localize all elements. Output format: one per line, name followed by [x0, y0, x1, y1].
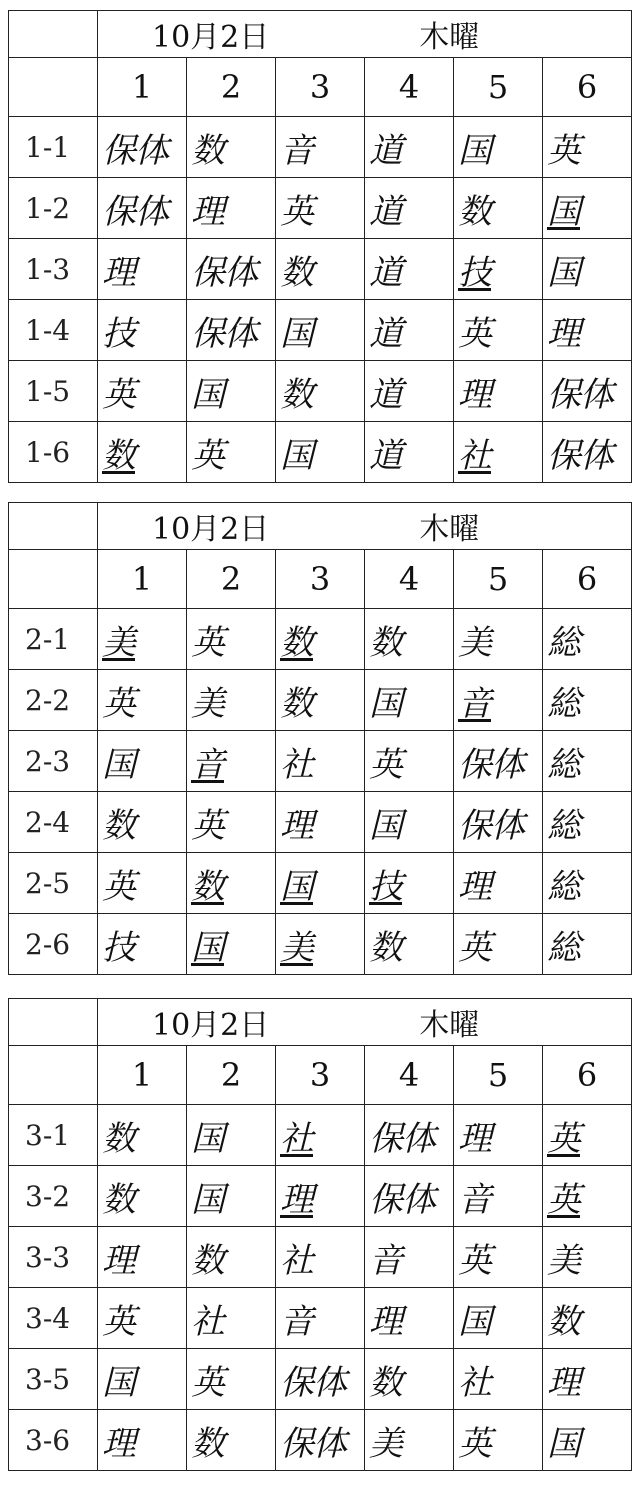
subject-cell — [276, 670, 365, 731]
subject-label: 総 — [547, 744, 580, 785]
subject-cell — [98, 178, 187, 239]
subject-cell — [98, 300, 187, 361]
subject-label: 道 — [369, 130, 402, 171]
subject-cell — [187, 1288, 276, 1349]
class-row — [9, 853, 632, 914]
period-row — [9, 550, 632, 609]
subject-label: 音 — [280, 130, 313, 171]
subject-label: 英 — [102, 1301, 135, 1342]
subject-cell — [187, 178, 276, 239]
subject-label: 総 — [547, 683, 580, 724]
subject-label: 保体 — [102, 191, 168, 232]
subject-label: 技 — [102, 313, 135, 354]
period-header: 3 — [276, 550, 365, 609]
subject-label: 国 — [369, 683, 402, 724]
subject-cell — [98, 792, 187, 853]
subject-label: 数 — [547, 1301, 580, 1342]
subject-cell — [276, 300, 365, 361]
period-header: 1 — [98, 550, 187, 609]
class-label: 3-3 — [9, 1227, 98, 1288]
subject-cell — [98, 422, 187, 483]
subject-label: 数 — [280, 622, 313, 663]
date-label: 10月2日 — [152, 20, 270, 55]
subject-cell — [543, 178, 632, 239]
subject-label: 数 — [369, 927, 402, 968]
subject-cell — [365, 1288, 454, 1349]
subject-label: 理 — [458, 374, 491, 415]
subject-cell — [454, 178, 543, 239]
subject-label: 数 — [191, 1240, 224, 1281]
period-header: 2 — [187, 58, 276, 117]
subject-label: 理 — [369, 1301, 402, 1342]
subject-label: 保体 — [547, 374, 613, 415]
subject-cell — [454, 853, 543, 914]
subject-label: 保体 — [369, 1179, 435, 1220]
subject-cell — [365, 1349, 454, 1410]
subject-label: 英 — [458, 313, 491, 354]
subject-label: 保体 — [547, 435, 613, 476]
class-row — [9, 1166, 632, 1227]
class-row — [9, 1410, 632, 1471]
class-label: 3-6 — [9, 1410, 98, 1471]
class-row — [9, 1349, 632, 1410]
class-row — [9, 609, 632, 670]
subject-cell — [98, 1410, 187, 1471]
timetable-grade-2 — [8, 502, 632, 975]
subject-label: 英 — [102, 374, 135, 415]
subject-label: 理 — [458, 1118, 491, 1159]
subject-label: 保体 — [191, 252, 257, 293]
class-row — [9, 731, 632, 792]
corner-cell — [9, 1046, 98, 1105]
subject-label: 数 — [280, 683, 313, 724]
subject-cell — [276, 1227, 365, 1288]
subject-cell — [365, 731, 454, 792]
subject-label: 保体 — [458, 744, 524, 785]
date-row — [9, 999, 632, 1046]
class-label: 1-1 — [9, 117, 98, 178]
subject-cell — [543, 731, 632, 792]
subject-label: 英 — [547, 130, 580, 171]
subject-label: 理 — [102, 1240, 135, 1281]
subject-cell — [276, 853, 365, 914]
subject-cell — [187, 361, 276, 422]
period-header: 5 — [454, 1046, 543, 1105]
subject-label: 社 — [280, 744, 313, 785]
subject-cell — [187, 670, 276, 731]
period-row — [9, 58, 632, 117]
subject-cell — [187, 731, 276, 792]
subject-cell — [543, 609, 632, 670]
subject-cell — [98, 239, 187, 300]
class-row — [9, 239, 632, 300]
subject-label: 保体 — [369, 1118, 435, 1159]
subject-cell — [365, 1166, 454, 1227]
subject-cell — [543, 1105, 632, 1166]
subject-cell — [543, 1288, 632, 1349]
weekday-label: 木曜 — [419, 1008, 480, 1043]
period-header: 6 — [543, 550, 632, 609]
subject-cell — [454, 731, 543, 792]
class-row — [9, 1288, 632, 1349]
subject-label: 総 — [547, 866, 580, 907]
date-row — [9, 503, 632, 550]
subject-label: 国 — [458, 130, 491, 171]
subject-cell — [276, 422, 365, 483]
subject-cell — [98, 361, 187, 422]
subject-label: 技 — [102, 927, 135, 968]
subject-cell — [187, 1105, 276, 1166]
subject-label: 英 — [458, 927, 491, 968]
class-label: 3-4 — [9, 1288, 98, 1349]
timetable-grade-1 — [8, 10, 632, 483]
subject-cell — [543, 1227, 632, 1288]
subject-cell — [276, 1349, 365, 1410]
subject-cell — [187, 422, 276, 483]
subject-cell — [454, 1166, 543, 1227]
subject-cell — [543, 117, 632, 178]
subject-cell — [543, 300, 632, 361]
subject-label: 英 — [458, 1423, 491, 1464]
subject-label: 数 — [102, 1179, 135, 1220]
period-header: 6 — [543, 58, 632, 117]
subject-label: 総 — [547, 927, 580, 968]
subject-label: 保体 — [458, 805, 524, 846]
subject-cell — [187, 1227, 276, 1288]
subject-label: 英 — [102, 683, 135, 724]
subject-cell — [187, 239, 276, 300]
subject-label: 美 — [102, 622, 135, 663]
subject-label: 国 — [458, 1301, 491, 1342]
subject-cell — [365, 914, 454, 975]
subject-label: 数 — [280, 252, 313, 293]
subject-cell — [543, 239, 632, 300]
class-label: 1-4 — [9, 300, 98, 361]
subject-cell — [365, 1105, 454, 1166]
subject-label: 美 — [547, 1240, 580, 1281]
subject-cell — [98, 853, 187, 914]
date-label: 10月2日 — [152, 1008, 270, 1043]
subject-label: 国 — [191, 374, 224, 415]
subject-cell — [187, 609, 276, 670]
class-label: 1-2 — [9, 178, 98, 239]
subject-cell — [365, 1227, 454, 1288]
subject-label: 英 — [280, 191, 313, 232]
subject-label: 国 — [280, 313, 313, 354]
class-label: 3-1 — [9, 1105, 98, 1166]
subject-label: 英 — [547, 1179, 580, 1220]
subject-label: 社 — [458, 435, 491, 476]
subject-label: 社 — [280, 1240, 313, 1281]
class-label: 1-3 — [9, 239, 98, 300]
subject-cell — [365, 117, 454, 178]
subject-label: 国 — [102, 1362, 135, 1403]
subject-label: 音 — [458, 1179, 491, 1220]
class-label: 2-4 — [9, 792, 98, 853]
subject-cell — [98, 1288, 187, 1349]
subject-label: 数 — [458, 191, 491, 232]
subject-cell — [276, 178, 365, 239]
period-header: 4 — [365, 1046, 454, 1105]
subject-label: 理 — [547, 313, 580, 354]
subject-cell — [543, 853, 632, 914]
subject-cell — [98, 117, 187, 178]
subject-cell — [187, 300, 276, 361]
subject-label: 数 — [191, 866, 224, 907]
subject-cell — [276, 239, 365, 300]
class-row — [9, 117, 632, 178]
period-header: 2 — [187, 550, 276, 609]
subject-cell — [187, 117, 276, 178]
class-label: 1-5 — [9, 361, 98, 422]
subject-label: 英 — [369, 744, 402, 785]
subject-label: 社 — [280, 1118, 313, 1159]
corner-cell — [9, 11, 98, 58]
subject-cell — [276, 117, 365, 178]
subject-label: 理 — [191, 191, 224, 232]
class-label: 2-6 — [9, 914, 98, 975]
corner-cell — [9, 503, 98, 550]
period-header: 5 — [454, 58, 543, 117]
subject-label: 保体 — [280, 1362, 346, 1403]
subject-cell — [276, 1105, 365, 1166]
subject-label: 技 — [369, 866, 402, 907]
class-row — [9, 792, 632, 853]
period-header: 6 — [543, 1046, 632, 1105]
subject-label: 国 — [191, 1118, 224, 1159]
class-label: 2-3 — [9, 731, 98, 792]
subject-label: 数 — [280, 374, 313, 415]
subject-label: 理 — [102, 252, 135, 293]
subject-cell — [276, 1166, 365, 1227]
date-header — [98, 503, 632, 550]
subject-label: 国 — [191, 927, 224, 968]
subject-label: 道 — [369, 435, 402, 476]
subject-cell — [187, 1349, 276, 1410]
class-label: 3-5 — [9, 1349, 98, 1410]
subject-label: 音 — [191, 744, 224, 785]
class-row — [9, 1105, 632, 1166]
subject-label: 数 — [102, 1118, 135, 1159]
class-row — [9, 300, 632, 361]
subject-label: 社 — [458, 1362, 491, 1403]
subject-label: 理 — [280, 1179, 313, 1220]
period-row — [9, 1046, 632, 1105]
class-row — [9, 1227, 632, 1288]
corner-cell — [9, 550, 98, 609]
subject-cell — [454, 1227, 543, 1288]
subject-label: 道 — [369, 252, 402, 293]
subject-label: 国 — [191, 1179, 224, 1220]
subject-cell — [543, 792, 632, 853]
period-header: 4 — [365, 58, 454, 117]
subject-cell — [543, 1349, 632, 1410]
subject-label: 国 — [547, 191, 580, 232]
subject-label: 美 — [191, 683, 224, 724]
subject-label: 英 — [547, 1118, 580, 1159]
weekday-label: 木曜 — [419, 20, 480, 55]
date-row — [9, 11, 632, 58]
subject-cell — [454, 1288, 543, 1349]
weekday-label: 木曜 — [419, 512, 480, 547]
subject-cell — [98, 731, 187, 792]
period-header: 1 — [98, 58, 187, 117]
subject-cell — [276, 792, 365, 853]
subject-cell — [454, 914, 543, 975]
subject-cell — [543, 361, 632, 422]
subject-cell — [543, 1166, 632, 1227]
subject-label: 英 — [191, 622, 224, 663]
subject-label: 音 — [280, 1301, 313, 1342]
class-row — [9, 422, 632, 483]
subject-cell — [276, 609, 365, 670]
subject-label: 理 — [547, 1362, 580, 1403]
subject-cell — [276, 361, 365, 422]
subject-label: 国 — [547, 252, 580, 293]
period-header: 2 — [187, 1046, 276, 1105]
class-row — [9, 914, 632, 975]
subject-label: 保体 — [191, 313, 257, 354]
date-label: 10月2日 — [152, 512, 270, 547]
subject-cell — [543, 914, 632, 975]
subject-label: 保体 — [280, 1423, 346, 1464]
subject-label: 技 — [458, 252, 491, 293]
corner-cell — [9, 58, 98, 117]
subject-cell — [187, 792, 276, 853]
period-header: 3 — [276, 58, 365, 117]
subject-cell — [276, 1410, 365, 1471]
timetable-grade-3 — [8, 998, 632, 1471]
subject-label: 国 — [280, 866, 313, 907]
subject-cell — [365, 422, 454, 483]
subject-cell — [365, 670, 454, 731]
subject-label: 総 — [547, 805, 580, 846]
subject-cell — [454, 792, 543, 853]
subject-label: 音 — [369, 1240, 402, 1281]
subject-label: 美 — [280, 927, 313, 968]
subject-label: 保体 — [102, 130, 168, 171]
subject-cell — [454, 422, 543, 483]
subject-label: 数 — [369, 622, 402, 663]
subject-cell — [276, 1288, 365, 1349]
subject-cell — [98, 609, 187, 670]
subject-cell — [454, 1349, 543, 1410]
subject-label: 数 — [191, 1423, 224, 1464]
subject-cell — [454, 670, 543, 731]
class-label: 2-5 — [9, 853, 98, 914]
subject-cell — [365, 178, 454, 239]
subject-label: 国 — [369, 805, 402, 846]
subject-cell — [365, 853, 454, 914]
subject-cell — [454, 1410, 543, 1471]
subject-cell — [187, 914, 276, 975]
subject-cell — [543, 1410, 632, 1471]
subject-cell — [98, 1349, 187, 1410]
subject-cell — [98, 670, 187, 731]
subject-label: 道 — [369, 313, 402, 354]
date-header — [98, 999, 632, 1046]
subject-cell — [454, 239, 543, 300]
class-label: 3-2 — [9, 1166, 98, 1227]
subject-cell — [98, 1227, 187, 1288]
subject-label: 道 — [369, 374, 402, 415]
subject-cell — [365, 792, 454, 853]
subject-label: 理 — [280, 805, 313, 846]
subject-cell — [365, 361, 454, 422]
subject-label: 数 — [102, 805, 135, 846]
subject-cell — [365, 239, 454, 300]
subject-cell — [543, 670, 632, 731]
subject-label: 英 — [191, 1362, 224, 1403]
subject-cell — [454, 117, 543, 178]
subject-cell — [276, 731, 365, 792]
subject-label: 道 — [369, 191, 402, 232]
subject-cell — [454, 609, 543, 670]
period-header: 1 — [98, 1046, 187, 1105]
subject-cell — [98, 1105, 187, 1166]
subject-cell — [98, 1166, 187, 1227]
subject-cell — [98, 914, 187, 975]
subject-cell — [543, 422, 632, 483]
subject-label: 国 — [102, 744, 135, 785]
class-label: 2-1 — [9, 609, 98, 670]
subject-cell — [365, 300, 454, 361]
subject-cell — [187, 1166, 276, 1227]
subject-label: 数 — [369, 1362, 402, 1403]
period-header: 3 — [276, 1046, 365, 1105]
subject-cell — [276, 914, 365, 975]
subject-cell — [365, 1410, 454, 1471]
subject-cell — [187, 853, 276, 914]
subject-label: 総 — [547, 622, 580, 663]
class-label: 1-6 — [9, 422, 98, 483]
subject-cell — [454, 1105, 543, 1166]
corner-cell — [9, 999, 98, 1046]
subject-label: 理 — [102, 1423, 135, 1464]
class-row — [9, 178, 632, 239]
subject-label: 美 — [458, 622, 491, 663]
subject-label: 英 — [191, 805, 224, 846]
subject-cell — [454, 361, 543, 422]
subject-cell — [365, 609, 454, 670]
subject-label: 英 — [458, 1240, 491, 1281]
subject-label: 社 — [191, 1301, 224, 1342]
subject-label: 美 — [369, 1423, 402, 1464]
subject-label: 国 — [280, 435, 313, 476]
class-row — [9, 670, 632, 731]
subject-cell — [454, 300, 543, 361]
date-header — [98, 11, 632, 58]
period-header: 4 — [365, 550, 454, 609]
subject-label: 数 — [102, 435, 135, 476]
subject-label: 英 — [191, 435, 224, 476]
subject-label: 音 — [458, 683, 491, 724]
subject-label: 数 — [191, 130, 224, 171]
period-header: 5 — [454, 550, 543, 609]
class-label: 2-2 — [9, 670, 98, 731]
subject-cell — [187, 1410, 276, 1471]
subject-label: 国 — [547, 1423, 580, 1464]
subject-label: 理 — [458, 866, 491, 907]
class-row — [9, 361, 632, 422]
subject-label: 英 — [102, 866, 135, 907]
